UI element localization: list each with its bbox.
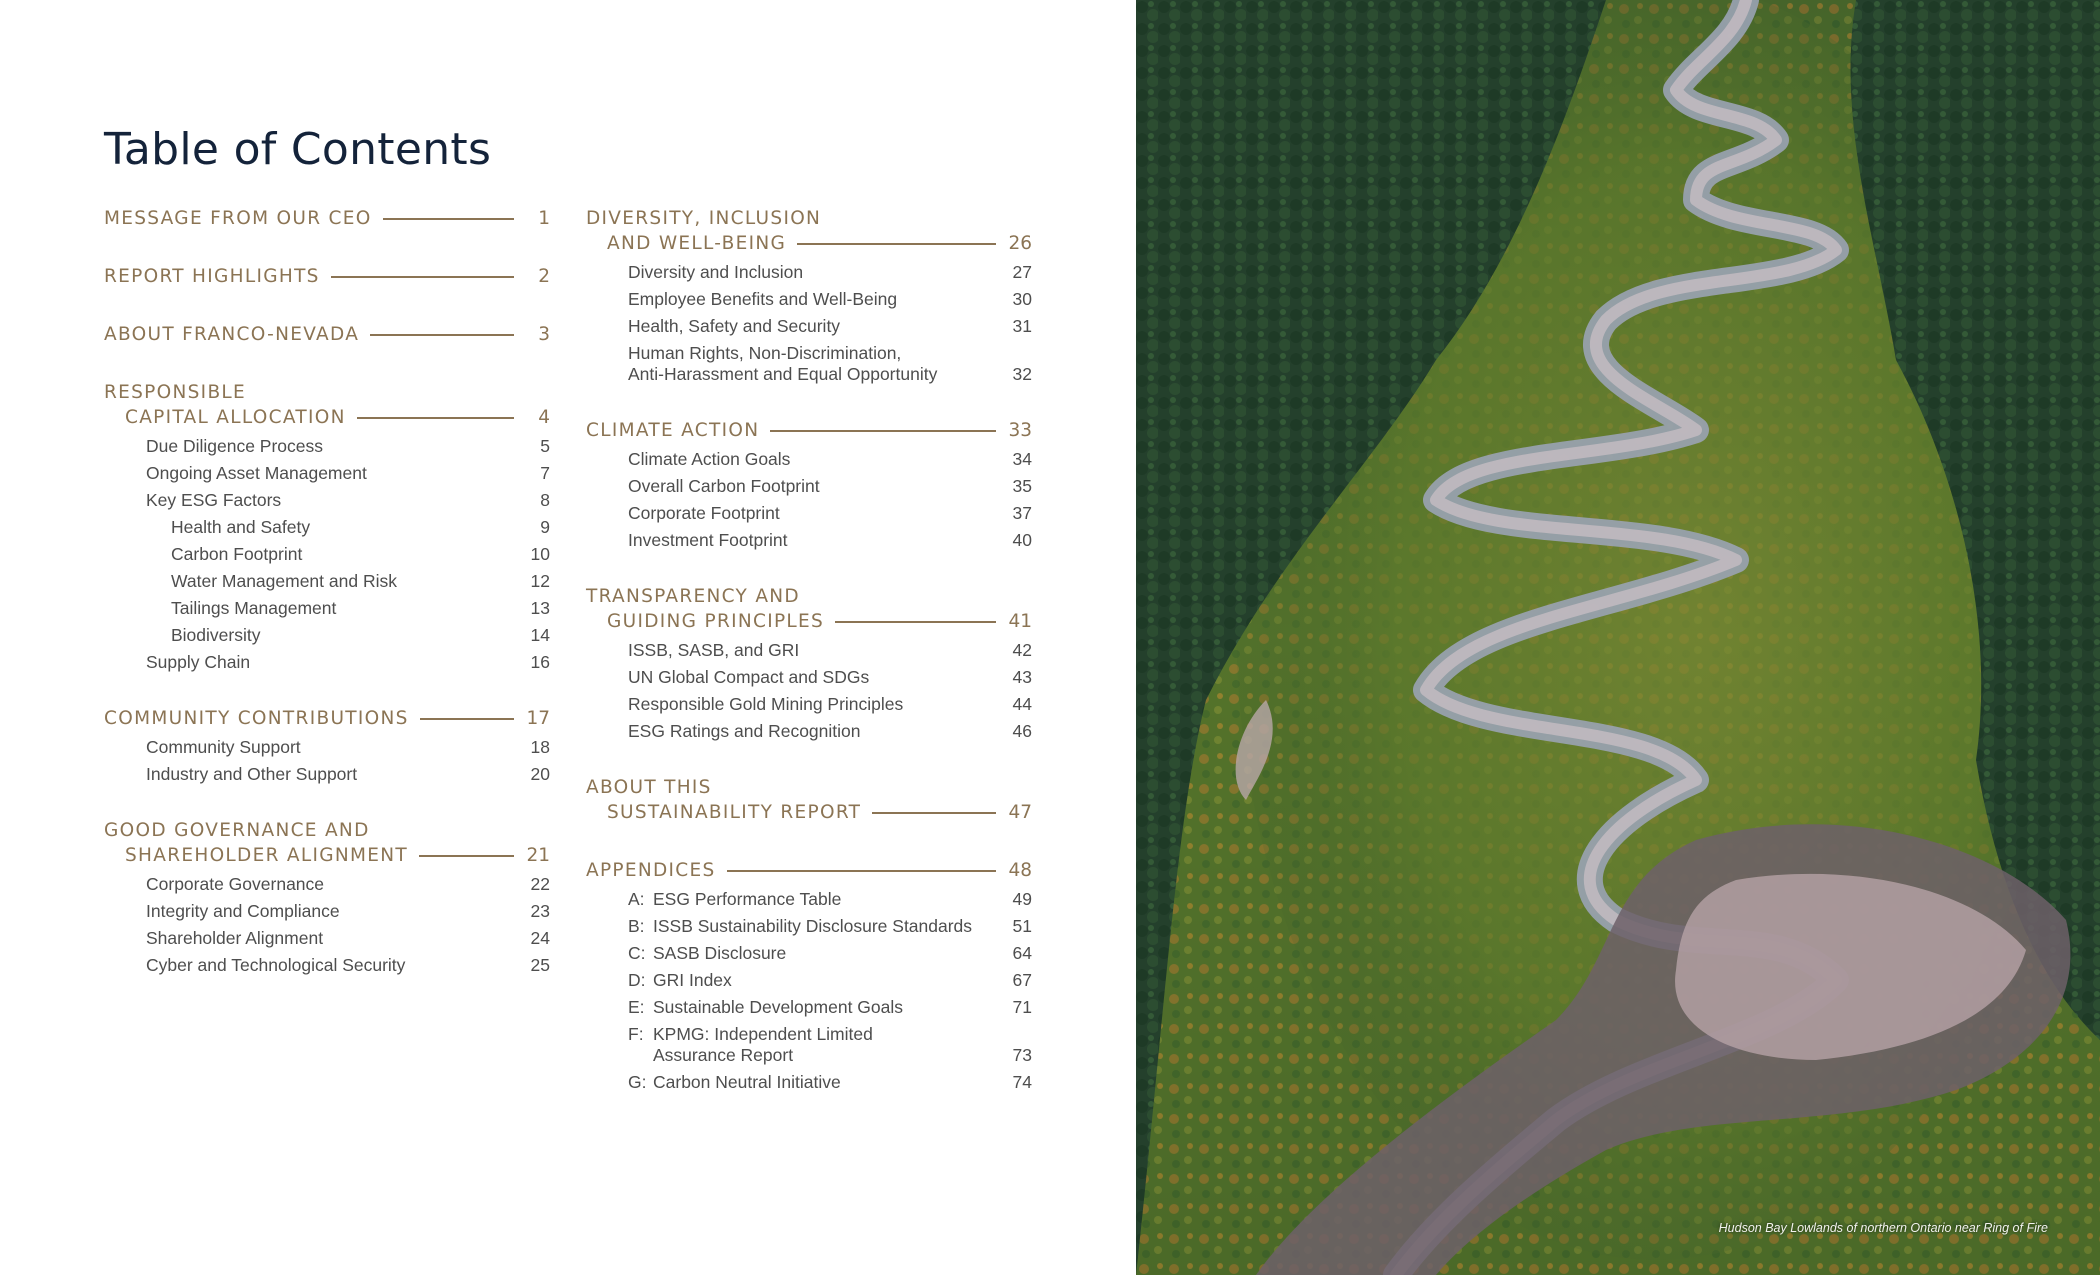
section-page-number: 48 [1008, 860, 1032, 881]
toc-entry[interactable] [104, 436, 550, 457]
toc-entry[interactable] [586, 640, 1032, 661]
toc-entry[interactable] [586, 530, 1032, 551]
river-landscape-illustration [1136, 0, 2100, 1275]
entry-label [628, 1072, 1002, 1093]
section-title: TRANSPARENCY AND [586, 586, 800, 607]
toc-section [104, 706, 550, 785]
section-title: SHAREHOLDER ALIGNMENT [125, 845, 408, 866]
entry-title: ESG Ratings and Recognition [628, 721, 861, 741]
page-title: Table of Contents [104, 124, 492, 175]
entry-page-number: 35 [1012, 476, 1032, 496]
entry-title: Climate Action Goals [628, 449, 791, 469]
section-page-number: 1 [538, 208, 550, 229]
entry-title: Tailings Management [171, 598, 337, 618]
toc-entry[interactable] [104, 463, 550, 484]
entry-label [146, 463, 520, 484]
entry-title: KPMG: Independent Limited [653, 1024, 873, 1044]
entry-label [628, 640, 1002, 661]
entry-title: Carbon Footprint [171, 544, 303, 564]
entry-title: Human Rights, Non-Discrimination, [628, 343, 902, 363]
entry-title: Cyber and Technological Security [146, 955, 406, 975]
entry-title: Biodiversity [171, 625, 261, 645]
section-page-number: 17 [526, 708, 550, 729]
section-heading[interactable] [586, 858, 1032, 883]
toc-entry[interactable] [586, 997, 1032, 1018]
entry-title: Shareholder Alignment [146, 928, 324, 948]
toc-entry[interactable] [104, 874, 550, 895]
entry-page-number: 27 [1012, 262, 1032, 282]
section-title: SUSTAINABILITY REPORT [607, 802, 862, 823]
section-title: CAPITAL ALLOCATION [125, 407, 346, 428]
entry-label [628, 449, 1002, 470]
entry-page-number: 8 [540, 490, 550, 510]
toc-entry[interactable] [586, 1024, 1032, 1066]
entry-title: UN Global Compact and SDGs [628, 667, 870, 687]
entry-page-number: 32 [1012, 364, 1032, 384]
entry-page-number: 34 [1012, 449, 1032, 469]
entry-page-number: 31 [1012, 316, 1032, 336]
toc-entry[interactable] [586, 1072, 1032, 1093]
entry-page-number: 16 [530, 652, 550, 672]
section-title: REPORT HIGHLIGHTS [104, 266, 320, 287]
entry-label [171, 544, 520, 565]
entry-label [146, 436, 520, 457]
toc-entry[interactable] [586, 667, 1032, 688]
toc-entry[interactable] [586, 449, 1032, 470]
toc-entry[interactable] [104, 928, 550, 949]
entry-label [146, 764, 520, 785]
toc-section [586, 206, 1032, 385]
entry-label [146, 652, 520, 673]
leader-rule [797, 243, 996, 245]
leader-rule [835, 621, 996, 623]
entry-page-number: 9 [540, 517, 550, 537]
entry-page-number: 7 [540, 463, 550, 483]
entry-label [171, 517, 520, 538]
entry-page-number: 23 [530, 901, 550, 921]
section-title: RESPONSIBLE [104, 382, 247, 403]
entry-label [628, 970, 1002, 991]
entry-label [146, 490, 520, 511]
leader-rule [420, 718, 514, 720]
entry-label [628, 997, 1002, 1018]
appendix-letter: G: [628, 1072, 647, 1092]
entry-title: Water Management and Risk [171, 571, 397, 591]
entry-label [628, 476, 1002, 497]
section-page-number: 41 [1008, 611, 1032, 632]
entry-label [628, 343, 1002, 385]
entry-page-number: 44 [1012, 694, 1032, 714]
entry-title: Diversity and Inclusion [628, 262, 804, 282]
section-title: ABOUT FRANCO-NEVADA [104, 324, 360, 345]
toc-entry[interactable] [586, 503, 1032, 524]
entry-label [628, 1024, 1002, 1066]
toc-entry[interactable] [104, 544, 550, 565]
section-title: AND WELL-BEING [607, 233, 787, 254]
entry-title: Key ESG Factors [146, 490, 282, 510]
toc-section [104, 322, 550, 347]
toc-section [104, 380, 550, 673]
section-title: APPENDICES [586, 860, 716, 881]
entry-label [628, 530, 1002, 551]
section-heading[interactable] [586, 775, 1032, 825]
appendix-letter: D: [628, 970, 646, 990]
entry-page-number: 73 [1012, 1045, 1032, 1065]
entry-title: Overall Carbon Footprint [628, 476, 820, 496]
section-title: MESSAGE FROM OUR CEO [104, 208, 372, 229]
toc-section [104, 206, 550, 231]
entry-title: Corporate Footprint [628, 503, 780, 523]
appendix-letter: B: [628, 916, 645, 936]
section-heading[interactable] [104, 206, 550, 231]
entry-page-number: 24 [530, 928, 550, 948]
entry-title: GRI Index [653, 970, 732, 990]
section-heading[interactable] [586, 418, 1032, 443]
leader-rule [727, 870, 996, 872]
appendix-letter: F: [628, 1024, 644, 1044]
entry-page-number: 64 [1012, 943, 1032, 963]
entry-page-number: 40 [1012, 530, 1032, 550]
toc-section [586, 584, 1032, 742]
entry-title: Ongoing Asset Management [146, 463, 367, 483]
entry-title: ESG Performance Table [653, 889, 842, 909]
appendix-letter: A: [628, 889, 645, 909]
toc-column-right [586, 206, 1032, 1126]
entry-label [628, 889, 1002, 910]
entry-label [628, 667, 1002, 688]
toc-entry[interactable] [586, 916, 1032, 937]
section-page-number: 4 [538, 407, 550, 428]
section-title: COMMUNITY CONTRIBUTIONS [104, 708, 409, 729]
toc-entry[interactable] [586, 721, 1032, 742]
aerial-river-photo [1136, 0, 2100, 1275]
entry-page-number: 18 [530, 737, 550, 757]
entry-title: Investment Footprint [628, 530, 788, 550]
section-title: CLIMATE ACTION [586, 420, 760, 441]
appendix-letter: C: [628, 943, 646, 963]
section-page-number: 26 [1008, 233, 1032, 254]
entry-label [146, 901, 520, 922]
entry-title: Responsible Gold Mining Principles [628, 694, 904, 714]
section-page-number: 33 [1008, 420, 1032, 441]
entry-title: ISSB Sustainability Disclosure Standards [653, 916, 973, 936]
section-heading[interactable] [104, 264, 550, 289]
section-page-number: 2 [538, 266, 550, 287]
entry-title: Corporate Governance [146, 874, 325, 894]
section-heading[interactable] [104, 818, 550, 868]
entry-label [171, 571, 520, 592]
entry-label [628, 916, 1002, 937]
entry-page-number: 25 [530, 955, 550, 975]
entry-page-number: 22 [530, 874, 550, 894]
leader-rule [383, 218, 514, 220]
toc-entry[interactable] [104, 737, 550, 758]
toc-section [104, 818, 550, 976]
entry-page-number: 10 [530, 544, 550, 564]
entry-page-number: 46 [1012, 721, 1032, 741]
entry-label [628, 694, 1002, 715]
entry-label [146, 955, 520, 976]
entry-title: Health and Safety [171, 517, 311, 537]
entry-page-number: 30 [1012, 289, 1032, 309]
toc-entry[interactable] [586, 343, 1032, 385]
toc-entry[interactable] [104, 625, 550, 646]
entry-title: Employee Benefits and Well-Being [628, 289, 898, 309]
section-heading[interactable] [586, 206, 1032, 256]
entry-label [628, 943, 1002, 964]
toc-entry[interactable] [104, 571, 550, 592]
toc-entry[interactable] [104, 517, 550, 538]
entry-title: Sustainable Development Goals [653, 997, 904, 1017]
section-title: ABOUT THIS [586, 777, 712, 798]
entry-page-number: 74 [1012, 1072, 1032, 1092]
section-page-number: 47 [1008, 802, 1032, 823]
entry-title: Integrity and Compliance [146, 901, 340, 921]
toc-entry[interactable] [586, 943, 1032, 964]
toc-entry[interactable] [104, 652, 550, 673]
toc-entry[interactable] [104, 955, 550, 976]
entry-page-number: 42 [1012, 640, 1032, 660]
entry-page-number: 49 [1012, 889, 1032, 909]
entry-label [628, 721, 1002, 742]
appendix-letter: E: [628, 997, 645, 1017]
toc-entry[interactable] [586, 889, 1032, 910]
toc-entry[interactable] [586, 694, 1032, 715]
entry-label [628, 316, 1002, 337]
entry-title: ISSB, SASB, and GRI [628, 640, 800, 660]
toc-section [104, 264, 550, 289]
toc-entry[interactable] [104, 490, 550, 511]
section-heading[interactable] [104, 706, 550, 731]
entry-label [171, 598, 520, 619]
toc-entry[interactable] [586, 476, 1032, 497]
section-heading[interactable] [586, 584, 1032, 634]
entry-label [628, 503, 1002, 524]
entry-title: Industry and Other Support [146, 764, 358, 784]
entry-title: SASB Disclosure [653, 943, 787, 963]
toc-section [586, 418, 1032, 551]
entry-title-continued: Anti-Harassment and Equal Opportunity [628, 364, 938, 384]
toc-entry[interactable] [586, 262, 1032, 283]
photo-caption: Hudson Bay Lowlands of northern Ontario near Ring of Fire [1718, 1221, 2048, 1235]
leader-rule [770, 430, 996, 432]
entry-title: Carbon Neutral Initiative [653, 1072, 841, 1092]
toc-entry[interactable] [104, 764, 550, 785]
entry-label [628, 289, 1002, 310]
toc-entry[interactable] [586, 289, 1032, 310]
entry-label [146, 874, 520, 895]
toc-section [586, 775, 1032, 825]
entry-label [171, 625, 520, 646]
toc-entry[interactable] [104, 598, 550, 619]
entry-page-number: 14 [530, 625, 550, 645]
section-title: GUIDING PRINCIPLES [607, 611, 825, 632]
entry-title: Supply Chain [146, 652, 251, 672]
toc-entry[interactable] [104, 901, 550, 922]
entry-label [146, 928, 520, 949]
section-title: GOOD GOVERNANCE AND [104, 820, 370, 841]
entry-page-number: 20 [530, 764, 550, 784]
section-title: DIVERSITY, INCLUSION [586, 208, 822, 229]
entry-page-number: 51 [1012, 916, 1032, 936]
entry-page-number: 43 [1012, 667, 1032, 687]
section-heading[interactable] [104, 322, 550, 347]
toc-section [586, 858, 1032, 1093]
toc-column-left [104, 206, 550, 1009]
leader-rule [872, 812, 996, 814]
entry-page-number: 13 [530, 598, 550, 618]
entry-page-number: 5 [540, 436, 550, 456]
section-heading[interactable] [104, 380, 550, 430]
leader-rule [419, 855, 514, 857]
entry-page-number: 12 [530, 571, 550, 591]
entry-label [628, 262, 1002, 283]
entry-page-number: 67 [1012, 970, 1032, 990]
entry-page-number: 37 [1012, 503, 1032, 523]
section-page-number: 3 [538, 324, 550, 345]
toc-entry[interactable] [586, 970, 1032, 991]
entry-title: Community Support [146, 737, 301, 757]
entry-page-number: 71 [1012, 997, 1032, 1017]
leader-rule [357, 417, 514, 419]
entry-title: Health, Safety and Security [628, 316, 841, 336]
entry-title: Due Diligence Process [146, 436, 324, 456]
leader-rule [331, 276, 514, 278]
leader-rule [370, 334, 514, 336]
section-page-number: 21 [526, 845, 550, 866]
toc-entry[interactable] [586, 316, 1032, 337]
entry-title-continued: Assurance Report [653, 1045, 794, 1065]
entry-label [146, 737, 520, 758]
